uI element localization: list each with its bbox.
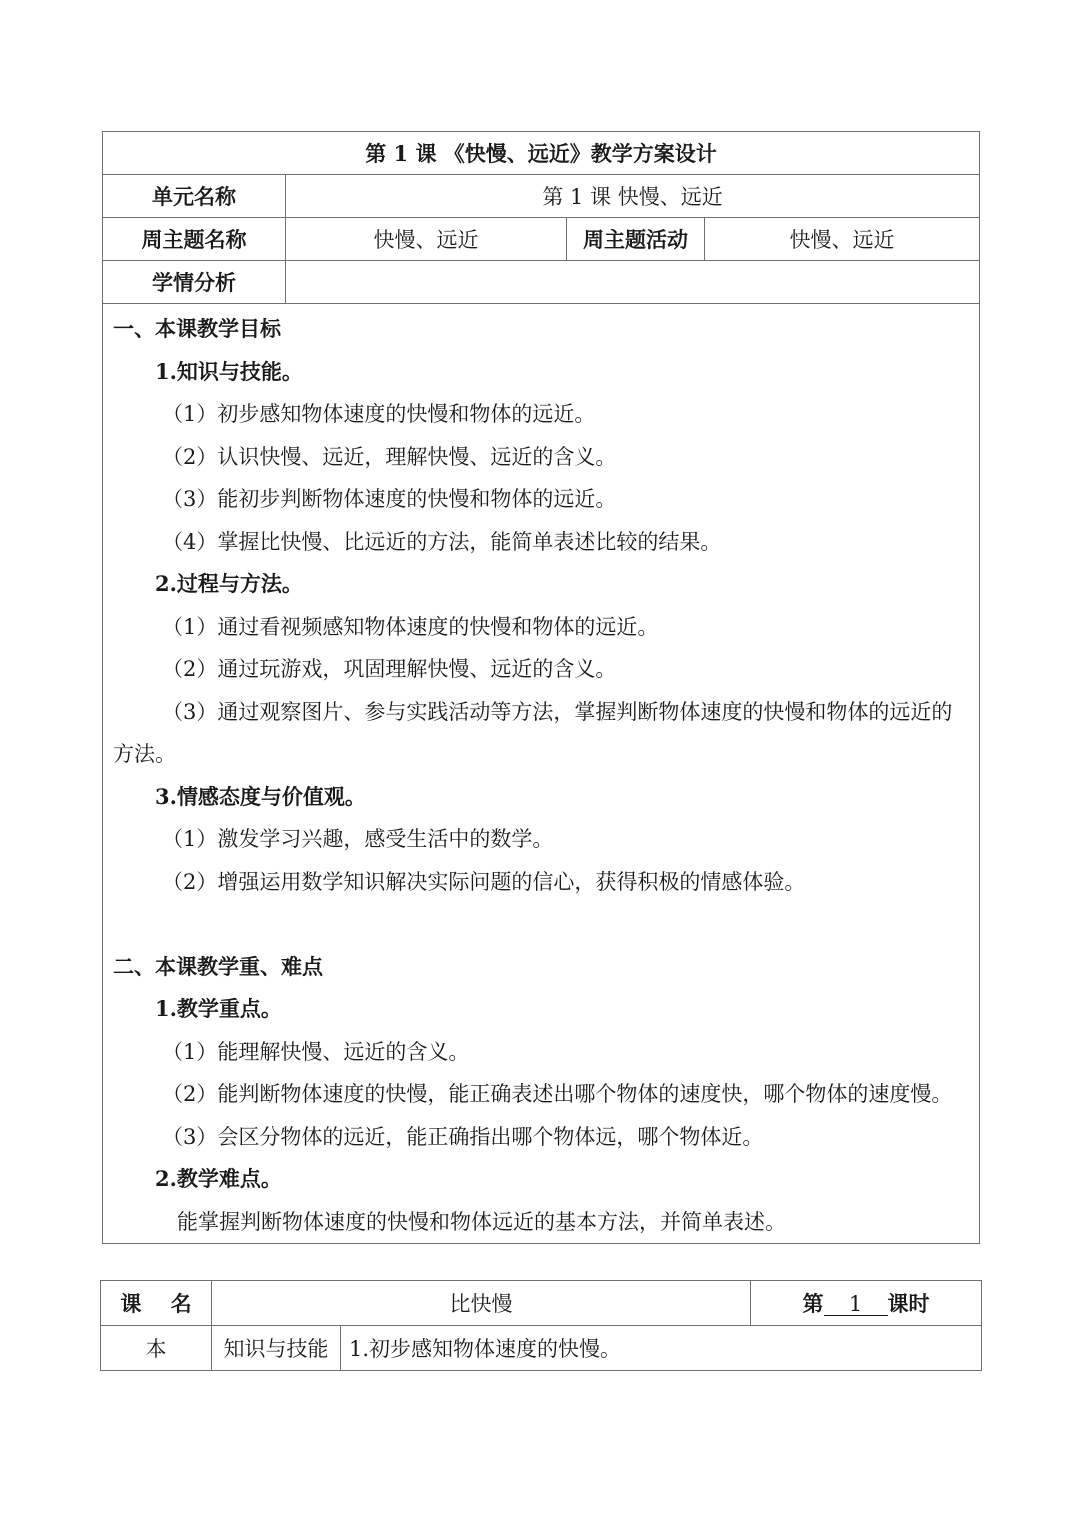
lesson-name-label: 课 名: [101, 1281, 212, 1326]
period-number: 1: [824, 1293, 888, 1316]
row-text: 1.初步感知物体速度的快慢。: [341, 1326, 982, 1371]
objective-item: （1）激发学习兴趣，感受生活中的数学。: [162, 827, 554, 851]
week-activity-value: 快慢、远近: [705, 218, 980, 261]
objective-item: （1）初步感知物体速度的快慢和物体的远近。: [162, 402, 596, 426]
keypoint-item: （1）能理解快慢、远近的含义。: [162, 1039, 470, 1064]
objective-item: （2）增强运用数学知识解决实际问题的信心，获得积极的情感体验。: [162, 869, 806, 894]
objective-item: （2）认识快慢、远近，理解快慢、远近的含义。: [162, 444, 617, 469]
objective-item: （2）通过玩游戏，巩固理解快慢、远近的含义。: [162, 657, 617, 681]
difficulties-heading: 2.教学难点。: [155, 1166, 282, 1191]
period-prefix: 第: [802, 1291, 824, 1316]
objective-item: （3）通过观察图片、参与实践活动等方法，掌握判断物体速度的快慢和物体的远近的: [162, 699, 953, 724]
unit-name-value: 第 1 课 快慢、远近: [286, 175, 980, 218]
objective-item: （3）能初步判断物体速度的快慢和物体的远近。: [162, 487, 617, 511]
objective-item: （4）掌握比快慢、比远近的方法，能简单表述比较的结果。: [162, 529, 722, 554]
difficulty-text: 能掌握判断物体速度的快慢和物体远近的基本方法，并简单表述。: [177, 1209, 786, 1234]
objective-knowledge-heading: 1.知识与技能。: [155, 358, 303, 384]
lesson-name-value: 比快慢: [212, 1281, 751, 1326]
objective-item-continuation: 方法。: [113, 742, 176, 766]
keypoint-item: （3）会区分物体的远近，能正确指出哪个物体远，哪个物体近。: [162, 1124, 764, 1149]
plan-content: [103, 304, 980, 1244]
week-theme-value: 快慢、远近: [286, 218, 567, 261]
keypoints-heading: 1.教学重点。: [155, 996, 282, 1021]
plan-title: 第 1 课 《快慢、远近》教学方案设计: [103, 132, 980, 175]
lesson-plan-table: [102, 131, 980, 1244]
week-theme-label: 周主题名称: [103, 218, 286, 261]
objective-process-heading: 2.过程与方法。: [155, 571, 303, 596]
row-category: 知识与技能: [212, 1326, 341, 1371]
objective-attitude-heading: 3.情感态度与价值观。: [155, 783, 366, 809]
student-analysis-value: [286, 261, 980, 304]
lesson-period: [751, 1281, 982, 1326]
objective-item: （1）通过看视频感知物体速度的快慢和物体的远近。: [162, 614, 659, 639]
section-keypoints-title: 二、本课教学重、难点: [113, 953, 323, 979]
keypoint-item: （2）能判断物体速度的快慢，能正确表述出哪个物体的速度快，哪个物体的速度慢。: [162, 1082, 953, 1106]
period-suffix: 课时: [887, 1291, 930, 1316]
spacer: [113, 903, 969, 946]
week-activity-label: 周主题活动: [567, 218, 705, 261]
lesson-detail-table: [100, 1280, 982, 1371]
section-objectives-title: 一、本课教学目标: [113, 316, 281, 341]
unit-name-label: 单元名称: [103, 175, 286, 218]
row-label: 本: [101, 1326, 212, 1371]
student-analysis-label: 学情分析: [103, 261, 286, 304]
